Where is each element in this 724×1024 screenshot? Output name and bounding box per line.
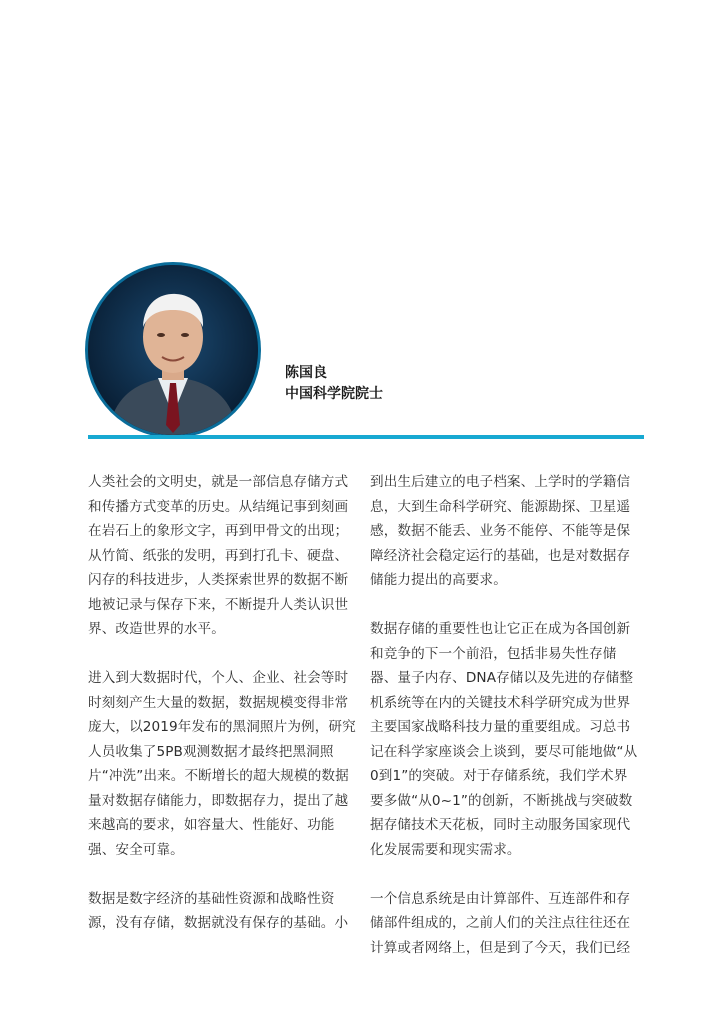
author-name: 陈国良 [285,365,327,381]
paragraph: 人类社会的文明史，就是一部信息存储方式和传播方式变革的历史。从结绳记事到刻画在岩石上的象形文字，再到甲骨文的出现；从竹简、纸张的发明，再到打孔卡、硬盘、闪存的科技进步，人类探索世界的数据不断地被记录与保存下来，不断提升人类认识世界、改造世界的水平。 [88,474,349,637]
paragraph: 到出生后建立的电子档案、上学时的学籍信息，大到生命科学研究、能源勘探、卫星遥感，数据不能丢、业务不能停、不能等是保障经济社会稳定运行的基础，也是对数据存储能力提出的高要求。 [370,474,631,588]
paragraph: 数据是数字经济的基础性资源和战略性资源，没有存储，数据就没有保存的基础。小 [88,890,349,931]
author-title: 中国科学院院士 [285,386,383,402]
article-column-right [370,470,640,985]
paragraph: 数据存储的重要性也让它正在成为各国创新和竞争的下一个前沿，包括非易失性存储器、量子内存、DNA存储以及先进的存储整机系统等在内的关键技术科学研究成为世界主要国家战略科技力量的重要组成。习总书记在科学家座谈会上谈到，要尽可能地做“从0到1”的突破。对于存储系统，我们学术界要多做“从0~1”的创新，不断挑战与突破数据存储技术天花板，同时主动服务国家现代化发展需要和现实需求。 [370,621,638,858]
author-portrait [88,265,258,435]
paragraph: 进入到大数据时代，个人、企业、社会等时时刻刻产生大量的数据，数据规模变得非常庞大，以2019年发布的黑洞照片为例，研究人员收集了5PB观测数据才最终把黑洞照片“冲洗”出来。不断增长的超大规模的数据量对数据存储能力，即数据存力，提出了越来越高的要求，如容量大、性能好、功能强、安全可靠。 [88,670,356,858]
section-divider [88,435,644,439]
article-column-left [88,470,358,960]
author-block [285,363,383,405]
paragraph: 一个信息系统是由计算部件、互连部件和存储部件组成的，之前人们的关注点往往还在计算或者网络上，但是到了今天，我们已经 [370,890,631,956]
portrait-illustration [88,265,258,435]
